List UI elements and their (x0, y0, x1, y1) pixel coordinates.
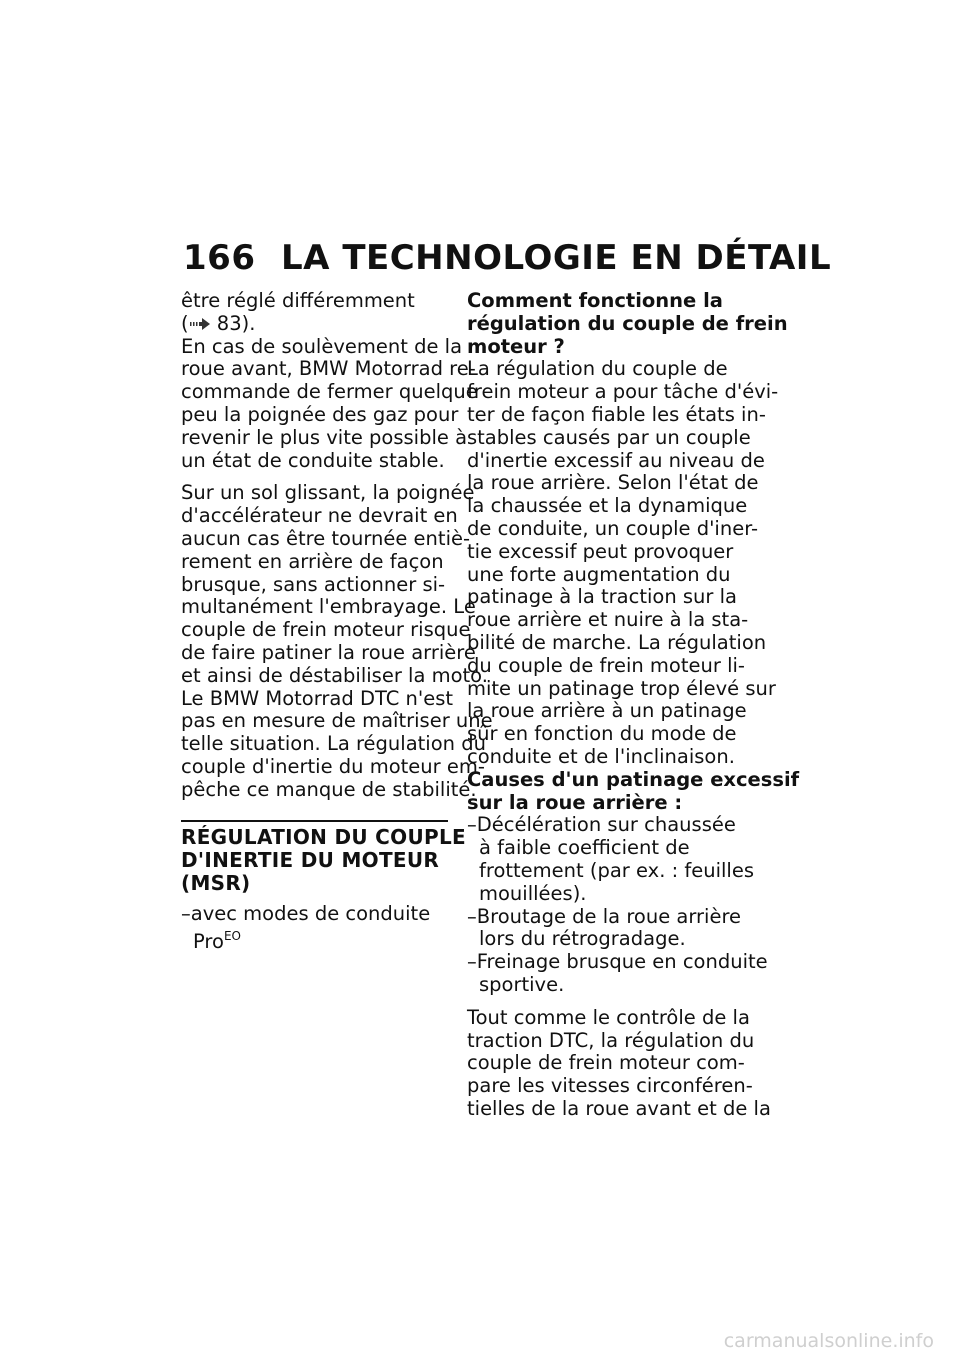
text-line: couple d'inertie du moteur em- (181, 754, 485, 778)
paragraph (181, 289, 478, 472)
text-line: bilité de marche. La régulation (467, 630, 767, 654)
text-line: d'accélérateur ne devrait en (181, 504, 458, 528)
text-line: d'inertie excessif au niveau de (467, 448, 765, 472)
paragraph (467, 1005, 771, 1121)
heading-line: moteur ? (467, 334, 565, 358)
heading-line: régulation du couple de frein (467, 311, 788, 335)
option-note (181, 903, 451, 955)
list-item-line: lors du rétrogradage. (479, 927, 686, 951)
text-line: sûr en fonction du mode de (467, 722, 737, 746)
option-superscript: EO (223, 929, 241, 944)
text-line: une forte augmentation du (467, 562, 731, 586)
text-line: Tout comme le contrôle de la (467, 1005, 750, 1029)
text-line: frein moteur a pour tâche d'évi- (467, 380, 779, 404)
page-header (183, 238, 831, 278)
heading-line: sur la roue arrière : (467, 790, 683, 814)
text-line: En cas de soulèvement de la (181, 334, 463, 358)
question-heading (467, 289, 788, 358)
text-line: être réglé différemment (181, 289, 415, 312)
list-item-line: –Broutage de la roue arrière (467, 904, 742, 928)
text-line: traction DTC, la régulation du (467, 1028, 755, 1052)
list-item-line: –Freinage brusque en conduite (467, 950, 768, 974)
watermark-link[interactable]: carmanualsonline.info (723, 1330, 934, 1352)
section-title-line: (MSR) (181, 870, 251, 895)
list-item (467, 813, 755, 905)
list-item (467, 904, 742, 952)
text-line: conduite et de l'inclinaison. (467, 744, 735, 768)
text-line: aucun cas être tournée entiè- (181, 526, 471, 550)
text-line: de conduite, un couple d'iner- (467, 516, 759, 540)
text-line: pare les vitesses circonféren- (467, 1074, 753, 1098)
page-reference[interactable] (181, 313, 451, 336)
text-line: la roue arrière à un patinage (467, 699, 747, 723)
arrow-reference-icon (189, 314, 211, 328)
text-line: roue avant, BMW Motorrad re- (181, 357, 476, 381)
text-line: et ainsi de déstabiliser la moto. (181, 663, 488, 687)
text-line: patinage à la traction sur la (467, 585, 737, 609)
text-line: mite un patinage trop élevé sur (467, 676, 776, 700)
list-item-line: –Décélération sur chaussée (467, 813, 736, 837)
list-item-line: mouillées). (479, 881, 587, 905)
text-line: la chaussée et la dynamique (467, 494, 748, 518)
ref-page: 83). (210, 311, 256, 335)
ref-open: ( (181, 311, 189, 335)
text-line: un état de conduite stable. (181, 448, 445, 472)
heading-line: Causes d'un patinage excessif (467, 767, 800, 791)
option-line: –avec modes de conduite (181, 901, 431, 925)
text-line: peu la poignée des gaz pour (181, 402, 459, 426)
text-line: stables causés par un couple (467, 425, 751, 449)
text-line: multanément l'embrayage. Le (181, 595, 476, 619)
paragraph (181, 481, 493, 801)
paragraph (467, 357, 779, 768)
text-line: commande de fermer quelque (181, 380, 478, 404)
list-item (467, 950, 768, 997)
text-line: pêche ce manque de stabilité. (181, 777, 477, 801)
section-title-line: D'INERTIE DU MOTEUR (181, 847, 440, 872)
text-line: roue arrière et nuire à la sta- (467, 608, 749, 632)
section-title (181, 824, 466, 895)
text-line: couple de frein moteur risque (181, 618, 471, 642)
text-line: brusque, sans actionner si- (181, 572, 446, 596)
text-line: la roue arrière. Selon l'état de (467, 471, 759, 495)
text-line: Sur un sol glissant, la poignée (181, 481, 475, 505)
text-line: couple de frein moteur com- (467, 1051, 745, 1075)
text-line: ter de façon fiable les états in- (467, 402, 766, 426)
causes-heading (467, 767, 800, 815)
text-line: de faire patiner la roue arrière (181, 640, 476, 664)
causes-list (467, 813, 768, 996)
text-line: du couple de frein moteur li- (467, 653, 745, 677)
section-divider (181, 820, 448, 822)
text-line: tie excessif peut provoquer (467, 539, 734, 563)
left-column (181, 289, 493, 954)
text-line: rement en arrière de façon (181, 549, 444, 573)
section-title-line: RÉGULATION DU COUPLE (181, 824, 466, 849)
list-item-line: sportive. (479, 972, 565, 996)
page-title: LA TECHNOLOGIE EN DÉTAIL (281, 238, 832, 278)
page-number: 166 (183, 238, 256, 278)
option-line (181, 925, 451, 954)
option-pro: Pro (193, 930, 224, 954)
text-line: revenir le plus vite possible à (181, 425, 468, 449)
text-line: tielles de la roue avant et de la (467, 1096, 771, 1120)
heading-line: Comment fonctionne la (467, 289, 723, 312)
text-line: Le BMW Motorrad DTC n'est (181, 686, 454, 710)
text-line: pas en mesure de maîtriser une (181, 709, 493, 733)
text-line: telle situation. La régulation du (181, 732, 486, 756)
list-item-line: à faible coefficient de (479, 836, 690, 860)
right-column (467, 289, 800, 1121)
list-item-line: frottement (par ex. : feuilles (479, 858, 755, 882)
text-line: La régulation du couple de (467, 357, 728, 381)
